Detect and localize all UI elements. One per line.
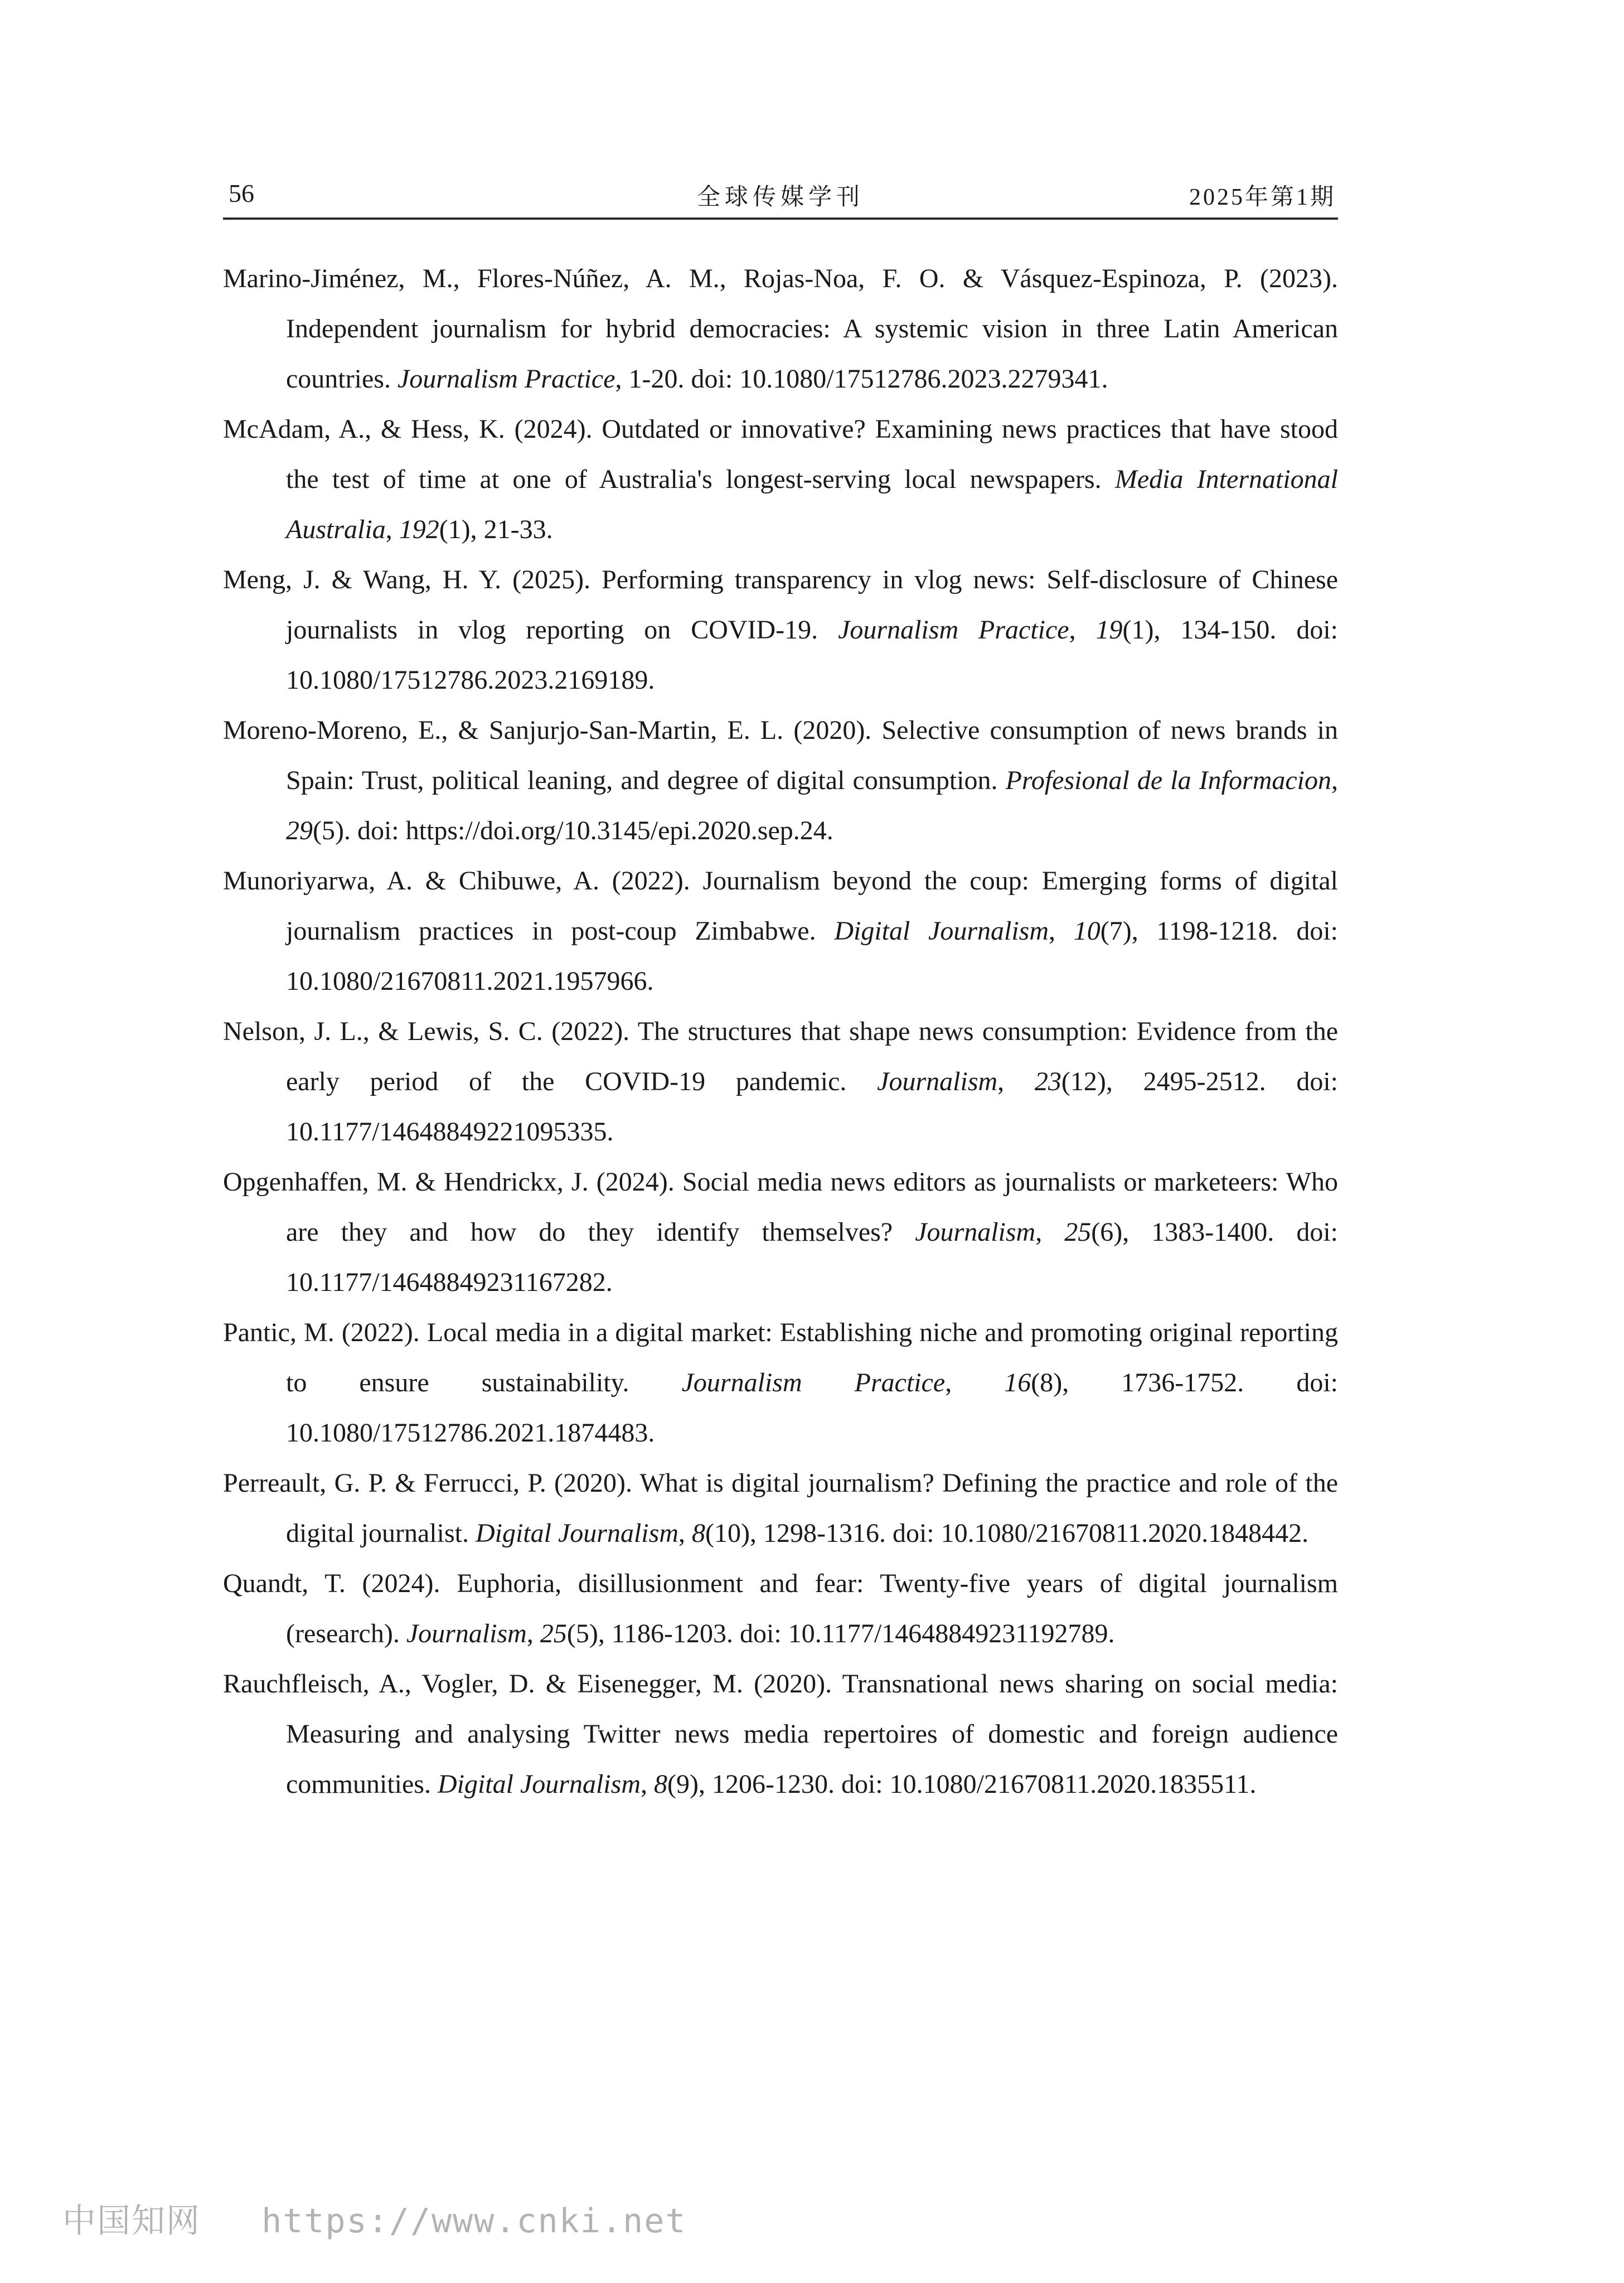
reference-journal: Digital Journalism [834,916,1049,946]
journal-title: 全球传媒学刊 [696,185,864,210]
reference-details: (5). doi: https://doi.org/10.3145/epi.2020.sep.24. [313,816,833,845]
reference-volume: 8 [691,1518,705,1548]
reference-separator: , [615,364,629,394]
reference-volume: 25 [540,1619,567,1648]
watermark-url: https://www.cnki.net [261,2202,687,2241]
reference-details: (10), 1298-1316. doi: 10.1080/21670811.2020.1848442. [705,1518,1309,1548]
reference-details: 1-20. doi: 10.1080/17512786.2023.2279341. [628,364,1108,394]
reference-text: Marino-Jiménez, M., Flores-Núñez, A. M., Rojas-Noa, F. O. & Vásquez-Espinoza, P. (2023). Independent journalism for hybrid democracies: A systemic vision in three Latin American countries. [223,264,1338,394]
reference-journal: Journalism [915,1217,1036,1247]
reference-journal: Profesional de la Informacion [1005,766,1332,795]
reference-text: Munoriyarwa, A. & Chibuwe, A. (2022). Journalism beyond the coup: Emerging forms of digital journalism practices in post-coup Zimbabwe. [223,866,1338,946]
reference-entry [223,404,1338,555]
issue-label: 2025年第1期 [1189,185,1336,210]
reference-text: Opgenhaffen, M. & Hendrickx, J. (2024). Social media news editors as journalists or marketeers: Who are they and how do they identify themselves? [223,1167,1338,1247]
reference-details: (6), 1383-1400. doi: 10.1177/14648849231167282. [286,1217,1339,1297]
reference-journal: Journalism Practice [681,1368,946,1397]
reference-entry [223,705,1338,856]
reference-volume: 192 [399,515,439,544]
reference-journal: Journalism Practice [838,615,1069,645]
reference-details: (1), 21-33. [439,515,553,544]
reference-volume: 25 [1064,1217,1092,1247]
page-number: 56 [229,179,254,207]
reference-entry [223,1007,1338,1157]
reference-separator: , [640,1769,654,1799]
reference-text: McAdam, A., & Hess, K. (2024). Outdated or innovative? Examining news practices that have stood the test of time at one of Australia's longest-serving local newspapers. [223,414,1338,494]
reference-list [223,254,1338,1810]
reference-entry [223,1659,1338,1810]
reference-volume: 16 [1004,1368,1031,1397]
reference-journal: Media International Australia [286,465,1339,544]
reference-entry [223,555,1338,705]
reference-details: (9), 1206-1230. doi: 10.1080/21670811.2020.1835511. [667,1769,1257,1799]
reference-separator: , [945,1368,1005,1397]
reference-journal: Digital Journalism [475,1518,678,1548]
page-header [223,173,1338,220]
reference-separator: , [997,1067,1035,1096]
reference-separator: , [1049,916,1074,946]
reference-separator: , [678,1518,692,1548]
reference-text: Moreno-Moreno, E., & Sanjurjo-San-Martin, E. L. (2020). Selective consumption of news brands in Spain: Trust, political leaning, and degree of digital consumption. [223,715,1338,795]
reference-separator: , [1069,615,1096,645]
reference-separator: , [1035,1217,1065,1247]
reference-entry [223,1559,1338,1659]
reference-details: (5), 1186-1203. doi: 10.1177/14648849231192789. [566,1619,1115,1648]
reference-journal: Journalism Practice [397,364,615,394]
reference-text: Pantic, M. (2022). Local media in a digital market: Establishing niche and promoting original reporting to ensure sustainability. [223,1318,1338,1397]
reference-separator: , [1331,766,1339,795]
reference-text: Nelson, J. L., & Lewis, S. C. (2022). The structures that shape news consumption: Evidence from the early period of the COVID-19 pandemic. [223,1017,1338,1096]
watermark-site-name: 中国知网 [62,2202,201,2241]
reference-separator: , [385,515,399,544]
reference-journal: Digital Journalism [437,1769,641,1799]
reference-details: (7), 1198-1218. doi: 10.1080/21670811.2021.1957966. [286,916,1339,996]
reference-entry [223,254,1338,404]
reference-text: Quandt, T. (2024). Euphoria, disillusionment and fear: Twenty-five years of digital journalism (research). [223,1569,1338,1648]
reference-journal: Journalism [406,1619,527,1648]
reference-entry [223,1458,1338,1559]
reference-details: (1), 134-150. doi: 10.1080/17512786.2023.2169189. [286,615,1339,695]
reference-entry [223,856,1338,1007]
reference-details: (12), 2495-2512. doi: 10.1177/14648849221095335. [286,1067,1339,1147]
reference-text: Perreault, G. P. & Ferrucci, P. (2020). What is digital journalism? Defining the practice and role of the digital journalist. [223,1468,1338,1548]
reference-volume: 19 [1095,615,1123,645]
reference-volume: 23 [1034,1067,1061,1096]
reference-volume: 10 [1073,916,1101,946]
reference-entry [223,1157,1338,1308]
reference-entry [223,1308,1338,1458]
reference-volume: 8 [653,1769,667,1799]
reference-journal: Journalism [877,1067,998,1096]
reference-text: Rauchfleisch, A., Vogler, D. & Eisenegger, M. (2020). Transnational news sharing on social media: Measuring and analysing Twitter news media repertoires of domestic and foreign audience communities. [223,1669,1338,1799]
reference-text: Meng, J. & Wang, H. Y. (2025). Performing transparency in vlog news: Self-disclosure of Chinese journalists in vlog reporting on COVID-19. [223,565,1338,645]
reference-separator: , [526,1619,540,1648]
cnki-watermark [62,2194,687,2242]
reference-details: (8), 1736-1752. doi: 10.1080/17512786.2021.1874483. [286,1368,1339,1448]
reference-volume: 29 [286,816,313,845]
